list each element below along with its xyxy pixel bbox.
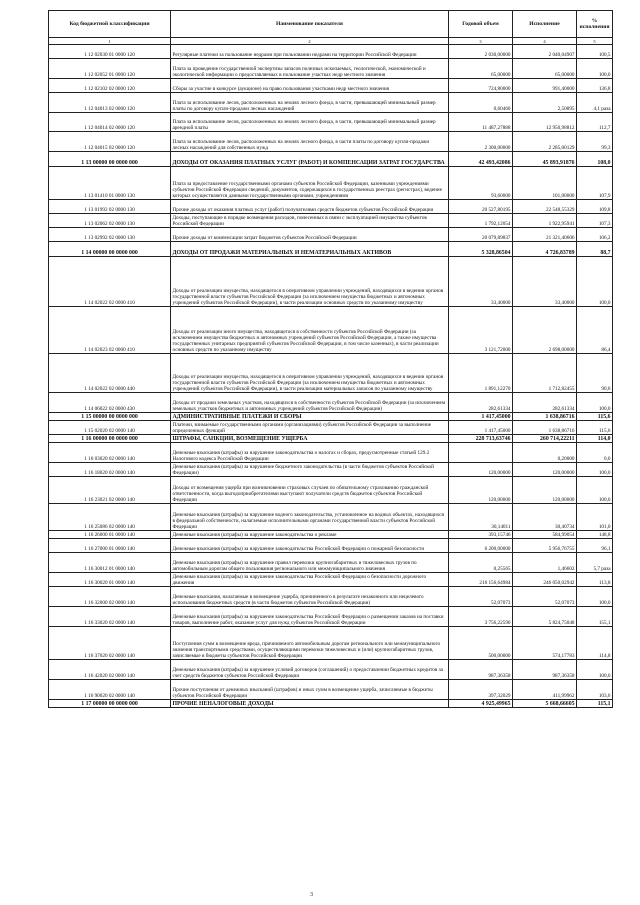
row-fact: 5 956,76755	[513, 539, 577, 553]
row-code: 1 15 00000 00 0000 000	[49, 413, 171, 421]
row-percent: 0,0	[577, 443, 613, 463]
row-fact: 5 668,66605	[513, 700, 577, 708]
table-row	[49, 113, 613, 132]
row-fact: 1 638,86716	[513, 413, 577, 421]
column-number: 1	[49, 38, 171, 45]
row-name: ПРОЧИЕ НЕНАЛОГОВЫЕ ДОХОДЫ	[171, 700, 449, 708]
row-name: Денежные взыскания (штрафы) за нарушение законодательства Российской Федерации о безопасности дорожного движения	[171, 573, 449, 587]
row-fact: 120,00000	[513, 463, 577, 477]
section-total-row	[49, 435, 613, 443]
row-percent: 106,2	[577, 228, 613, 242]
table-row	[49, 228, 613, 242]
row-name: Прочие поступления от денежных взысканий (штрафов) и иных сумм в возмещение ущерба, зачисляемые в бюджеты субъектов Российской Федерации	[171, 680, 449, 700]
table-header	[49, 11, 613, 45]
row-plan: 30,14011	[449, 504, 513, 531]
row-percent: 88,7	[577, 242, 613, 257]
row-plan: 3 121,72000	[449, 307, 513, 354]
row-fact: 2 698,00000	[513, 307, 577, 354]
row-percent: 148,8	[577, 531, 613, 539]
row-percent: 99,3	[577, 132, 613, 152]
row-fact: 991,40000	[513, 79, 577, 93]
row-percent: 100,0	[577, 477, 613, 504]
row-percent: 115,1	[577, 700, 613, 708]
row-name: Платежи, взимаемые государственными органами (организациями) субъектов Российской Федерации за выполнение определенных функций	[171, 421, 449, 435]
table-row	[49, 553, 613, 573]
row-plan: 5 328,86504	[449, 242, 513, 257]
row-name: Доходы от реализации имущества, находящегося в оперативном управлении учреждений, находящихся в ведении органов государственной власти субъектов Российской Федерации (за исключением имущества бюджетных и автономных учреждений субъектов Российской Федерации), в части реализации основных средств по указанному имуществу	[171, 257, 449, 307]
row-percent: 100,0	[577, 59, 613, 79]
row-code: 1 16 42020 02 0000 140	[49, 660, 171, 680]
table-row	[49, 463, 613, 477]
row-fact: 2 040,04907	[513, 45, 577, 59]
row-name: Денежные взыскания (штрафы) за нарушение законодательства о рекламе	[171, 531, 449, 539]
section-total-row	[49, 413, 613, 421]
column-numbers-row	[49, 38, 613, 45]
row-percent: 114,8	[577, 627, 613, 660]
row-plan: 120,00000	[449, 463, 513, 477]
row-code: 1 14 02023 02 0000 410	[49, 307, 171, 354]
row-fact: 33,40000	[513, 257, 577, 307]
table-row	[49, 573, 613, 587]
row-fact: 21 321,40606	[513, 228, 577, 242]
row-code: 1 12 02102 02 0000 120	[49, 79, 171, 93]
table-row	[49, 59, 613, 79]
row-code: 1 16 37020 02 0000 140	[49, 627, 171, 660]
row-percent: 100,0	[577, 660, 613, 680]
table-row	[49, 93, 613, 113]
table-row	[49, 680, 613, 700]
row-code: 1 16 33020 02 0000 140	[49, 607, 171, 627]
row-plan: 2 300,00000	[449, 132, 513, 152]
row-percent: 115,6	[577, 421, 613, 435]
budget-table	[48, 10, 613, 708]
row-plan: 987,36358	[449, 660, 513, 680]
row-percent: 107,9	[577, 167, 613, 200]
section-total-row	[49, 152, 613, 167]
row-name: Регулярные платежи за пользование недрами при пользовании недрами на территории Российской Федерации	[171, 45, 449, 59]
row-code: 1 13 02992 02 0000 130	[49, 228, 171, 242]
row-plan	[449, 443, 513, 463]
row-percent: 100,5	[577, 45, 613, 59]
row-name: Доходы, поступающие в порядке возмещения расходов, понесенных в связи с эксплуатацией имущества субъектов Российской Федерации	[171, 214, 449, 228]
row-fact: 1 922,95941	[513, 214, 577, 228]
row-code: 1 14 06022 02 0000 430	[49, 393, 171, 413]
row-fact: 12 950,98812	[513, 113, 577, 132]
row-percent: 109,8	[577, 200, 613, 214]
table-row	[49, 443, 613, 463]
row-percent: 115,6	[577, 413, 613, 421]
table-row	[49, 477, 613, 504]
row-percent: 100,0	[577, 463, 613, 477]
row-code: 1 16 18020 02 0000 140	[49, 463, 171, 477]
row-code: 1 13 01992 02 0000 130	[49, 200, 171, 214]
row-code: 1 16 26000 01 0000 140	[49, 531, 171, 539]
row-code: 1 16 00000 00 0000 000	[49, 435, 171, 443]
section-total-row	[49, 700, 613, 708]
row-fact: 45 893,91876	[513, 152, 577, 167]
row-plan: 1 792,12054	[449, 214, 513, 228]
row-name: Плата за использование лесов, расположенных на землях лесного фонда, в части платы по договору купли-продажи лесных насаждений для собственных нужд	[171, 132, 449, 152]
row-name: Денежные взыскания (штрафы) за нарушение законодательства Российской Федерации о размещении заказов на поставки товаров, выполнение работ, оказание услуг для нужд субъектов Российской Федерации	[171, 607, 449, 627]
row-plan: 42 493,42086	[449, 152, 513, 167]
row-name: Плата за использование лесов, расположенных на землях лесного фонда, в части, превышающей минимальный размер арендной платы	[171, 113, 449, 132]
row-plan: 2 030,00000	[449, 45, 513, 59]
row-fact: 282,61334	[513, 393, 577, 413]
header-code: Код бюджетной классификации	[49, 11, 171, 38]
row-name: Денежные взыскания (штрафы) за нарушение законодательства о налогах и сборах, предусмотренные статьей 129.2 Налогового кодекса Российской Федерации	[171, 443, 449, 463]
table-row	[49, 214, 613, 228]
row-code: 1 16 03020 02 0000 140	[49, 443, 171, 463]
row-code: 1 17 00000 00 0000 000	[49, 700, 171, 708]
row-plan: 397,32029	[449, 680, 513, 700]
table-body	[49, 45, 613, 708]
row-percent: 86,4	[577, 307, 613, 354]
row-name: Денежные взыскания (штрафы) за нарушение правил перевозки крупногабаритных и тяжеловесных грузов по автомобильным дорогам общего пользования регионального или межмуниципального значения	[171, 553, 449, 573]
page-number: 3	[310, 892, 313, 898]
row-code: 1 13 02062 02 0000 130	[49, 214, 171, 228]
row-name: Доходы от возмещения ущерба при возникновении страховых случаев по обязательному страхованию гражданской ответственности, когда выгодоприобретателями выступают получатели средств бюджетов субъектов Российской Федерации	[171, 477, 449, 504]
row-fact: 101,00000	[513, 167, 577, 200]
row-code: 1 15 02020 02 0000 140	[49, 421, 171, 435]
header-fact: Исполнение	[513, 11, 577, 38]
row-percent: 107,3	[577, 214, 613, 228]
row-plan: 93,60000	[449, 167, 513, 200]
table-row	[49, 167, 613, 200]
row-percent: 100,0	[577, 587, 613, 607]
row-code: 1 14 00000 00 0000 000	[49, 242, 171, 257]
row-percent: 112,7	[577, 113, 613, 132]
row-fact: 574,17783	[513, 627, 577, 660]
table-row	[49, 587, 613, 607]
table-row	[49, 132, 613, 152]
row-plan: 52,07073	[449, 587, 513, 607]
row-fact: 65,00000	[513, 59, 577, 79]
row-plan: 33,40000	[449, 257, 513, 307]
row-percent: 100,0	[577, 393, 613, 413]
row-percent: 113,8	[577, 573, 613, 587]
row-percent: 90,6	[577, 354, 613, 393]
budget-execution-sheet	[48, 10, 612, 708]
row-code: 1 16 30020 01 0000 140	[49, 573, 171, 587]
row-percent: 100,0	[577, 257, 613, 307]
table-row	[49, 200, 613, 214]
column-number: 3	[449, 38, 513, 45]
column-number: 5	[577, 38, 613, 45]
row-name: Доходы от реализации имущества, находящегося в оперативном управлении учреждений, находящихся в ведении органов государственной власти субъектов Российской Федерации (за исключением имущества бюджетных и автономных учреждений субъектов Российской Федерации), в части реализации материальных запасов по указанному имуществу	[171, 354, 449, 393]
row-code: 1 16 25086 02 0000 140	[49, 504, 171, 531]
table-row	[49, 79, 613, 93]
row-plan: 0,60460	[449, 93, 513, 113]
row-fact: 411,99962	[513, 680, 577, 700]
row-code: 1 12 02030 01 0000 120	[49, 45, 171, 59]
row-name: Плата за предоставление государственными органами субъектов Российской Федерации, казенными учреждениями субъектов Российской Федерации сведений, документов, содержащихся в государственных реестрах (регистрах), ведение которых осуществляется данными государственными органами, учреждениями	[171, 167, 449, 200]
table-row	[49, 45, 613, 59]
row-code: 1 13 01410 01 0000 130	[49, 167, 171, 200]
row-code: 1 12 04015 02 0000 120	[49, 132, 171, 152]
header-percent: % исполнения	[577, 11, 613, 38]
row-plan: 65,00000	[449, 59, 513, 79]
header-plan: Годовой объем	[449, 11, 513, 38]
row-percent: 114,0	[577, 435, 613, 443]
row-code: 1 16 90020 02 0000 140	[49, 680, 171, 700]
row-code: 1 16 32000 02 0000 140	[49, 587, 171, 607]
row-name: ДОХОДЫ ОТ ПРОДАЖИ МАТЕРИАЛЬНЫХ И НЕМАТЕРИАЛЬНЫХ АКТИВОВ	[171, 242, 449, 257]
row-name: ДОХОДЫ ОТ ОКАЗАНИЯ ПЛАТНЫХ УСЛУГ (РАБОТ) И КОМПЕНСАЦИИ ЗАТРАТ ГОСУДАРСТВА	[171, 152, 449, 167]
table-row	[49, 539, 613, 553]
row-fact: 584,99054	[513, 531, 577, 539]
row-code: 1 16 23021 02 0000 140	[49, 477, 171, 504]
row-name: Прочие доходы от оказания платных услуг (работ) получателями средств бюджетов субъектов Российской Федерации	[171, 200, 449, 214]
table-row	[49, 307, 613, 354]
row-fact: 2,50895	[513, 93, 577, 113]
row-fact: 1 638,86716	[513, 421, 577, 435]
row-plan: 1 417,45000	[449, 413, 513, 421]
row-plan: 3 756,22590	[449, 607, 513, 627]
row-fact: 260 714,22211	[513, 435, 577, 443]
row-plan: 1 891,12270	[449, 354, 513, 393]
row-code: 1 14 02022 02 0000 440	[49, 354, 171, 393]
row-percent: 103,6	[577, 680, 613, 700]
row-name: АДМИНИСТРАТИВНЫЕ ПЛАТЕЖИ И СБОРЫ	[171, 413, 449, 421]
row-code: 1 14 02022 02 0000 410	[49, 257, 171, 307]
row-name: Плата за проведение государственной экспертизы запасов полезных ископаемых, геологической, экономической и экологической информации о предоставляемых в пользование участках недр местного значения	[171, 59, 449, 79]
row-plan: 0,25565	[449, 553, 513, 573]
table-row	[49, 257, 613, 307]
row-percent: 101,0	[577, 504, 613, 531]
row-plan: 393,15746	[449, 531, 513, 539]
row-plan: 500,00000	[449, 627, 513, 660]
row-fact: 4 726,83789	[513, 242, 577, 257]
table-row	[49, 627, 613, 660]
row-plan: 20 527,80195	[449, 200, 513, 214]
row-fact: 1 712,82455	[513, 354, 577, 393]
row-fact: 30,40734	[513, 504, 577, 531]
table-row	[49, 607, 613, 627]
row-name: ШТРАФЫ, САНКЦИИ, ВОЗМЕЩЕНИЕ УЩЕРБА	[171, 435, 449, 443]
table-row	[49, 504, 613, 531]
row-fact: 120,00000	[513, 477, 577, 504]
row-plan: 20 079,89837	[449, 228, 513, 242]
row-plan: 6 200,00000	[449, 539, 513, 553]
row-code: 1 16 30012 01 0000 140	[49, 553, 171, 573]
row-fact: 5 824,75048	[513, 607, 577, 627]
column-number: 2	[171, 38, 449, 45]
row-name: Денежные взыскания, налагаемые в возмещение ущерба, причиненного в результате незаконного или нецелевого использования бюджетных средств (в части бюджетов субъектов Российской Федерации)	[171, 587, 449, 607]
row-plan: 11 487,27888	[449, 113, 513, 132]
row-percent: 136,8	[577, 79, 613, 93]
row-name: Сборы за участие в конкурсе (аукционе) на право пользования участками недр местного значения	[171, 79, 449, 93]
table-row	[49, 660, 613, 680]
row-name: Доходы от продажи земельных участков, находящихся в собственности субъектов Российской Федерации (за исключением земельных участков бюджетных и автономных учреждений субъектов Российской Федерации)	[171, 393, 449, 413]
row-plan: 216 156,64984	[449, 573, 513, 587]
row-name: Денежные взыскания (штрафы) за нарушение условий договоров (соглашений) о предоставлении бюджетных кредитов за счет средств бюджетов субъектов Российской Федерации	[171, 660, 449, 680]
row-percent: 155,1	[577, 607, 613, 627]
row-plan: 4 925,49965	[449, 700, 513, 708]
row-name: Денежные взыскания (штрафы) за нарушение законодательства Российской Федерации о пожарной безопасности	[171, 539, 449, 553]
row-plan: 120,00000	[449, 477, 513, 504]
row-percent: 108,0	[577, 152, 613, 167]
row-plan: 228 713,63746	[449, 435, 513, 443]
header-name: Наименование показателя	[171, 11, 449, 38]
row-percent: 4,1 раза	[577, 93, 613, 113]
row-percent: 5,7 раза	[577, 553, 613, 573]
table-row	[49, 393, 613, 413]
row-plan: 1 417,45000	[449, 421, 513, 435]
row-fact: 22 548,55329	[513, 200, 577, 214]
table-row	[49, 354, 613, 393]
row-code: 1 12 04014 02 0000 120	[49, 113, 171, 132]
row-code: 1 13 00000 00 0000 000	[49, 152, 171, 167]
row-percent: 96,1	[577, 539, 613, 553]
row-name: Поступления сумм в возмещение вреда, причиняемого автомобильным дорогам регионального или межмуниципального значения транспортными средствами, осуществляющими перевозки тяжеловесных и (или) крупногабаритных грузов, зачисляемые в бюджеты субъектов Российской Федерации	[171, 627, 449, 660]
row-fact: 0,20000	[513, 443, 577, 463]
row-plan: 724,80000	[449, 79, 513, 93]
row-fact: 987,36358	[513, 660, 577, 680]
row-name: Денежные взыскания (штрафы) за нарушение бюджетного законодательства (в части бюджетов субъектов Российской Федерации)	[171, 463, 449, 477]
column-number: 4	[513, 38, 577, 45]
row-code: 1 16 27000 01 0000 140	[49, 539, 171, 553]
row-plan: 282,61334	[449, 393, 513, 413]
row-fact: 2 285,00129	[513, 132, 577, 152]
row-name: Денежные взыскания (штрафы) за нарушение водного законодательства, установленное на водных объектах, находящихся в федеральной собственности, налагаемые исполнительными органами государственной власти субъектов Российской Федерации	[171, 504, 449, 531]
row-fact: 1,46602	[513, 553, 577, 573]
row-code: 1 12 04013 02 0000 120	[49, 93, 171, 113]
row-name: Прочие доходы от компенсации затрат бюджетов субъектов Российской Федерации	[171, 228, 449, 242]
row-fact: 246 050,02942	[513, 573, 577, 587]
row-fact: 52,07073	[513, 587, 577, 607]
table-row	[49, 421, 613, 435]
row-code: 1 12 02052 01 0000 120	[49, 59, 171, 79]
section-total-row	[49, 242, 613, 257]
row-name: Плата за использование лесов, расположенных на землях лесного фонда, в части, превышающей минимальный размер платы по договору купли-продажи лесных насаждений	[171, 93, 449, 113]
table-row	[49, 531, 613, 539]
row-name: Доходы от реализации иного имущества, находящегося в собственности субъектов Российской Федерации (за исключением имущества бюджетных и автономных учреждений субъектов Российской Федерации, а также имущества государственных унитарных предприятий субъектов Российской Федерации, в том числе казенных), в части реализации основных средств по указанному имуществу	[171, 307, 449, 354]
